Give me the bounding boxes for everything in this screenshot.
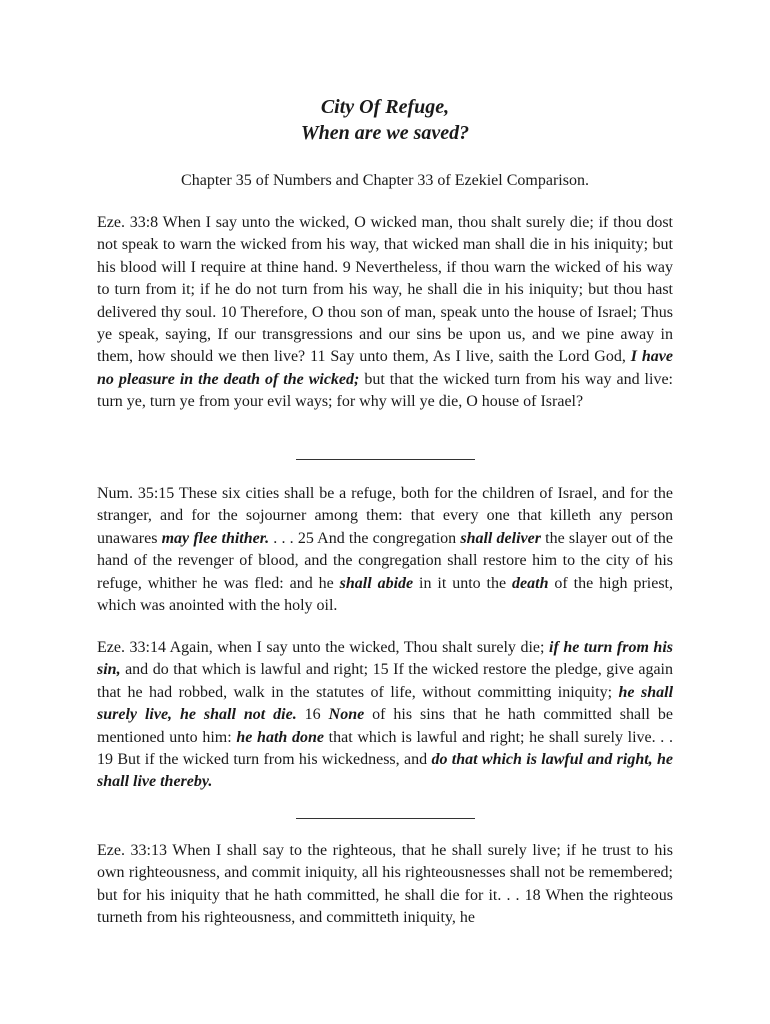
paragraph-text: of the high priest, which was anointed with the holy oil. bbox=[97, 574, 674, 615]
title-line-2: When are we saved? bbox=[300, 122, 470, 144]
emphasized-text: if he turn from his sin, bbox=[97, 639, 674, 679]
paragraph-text: Eze. 33:14 Again, when I say unto the wicked, Thou shalt surely die; bbox=[97, 639, 550, 656]
paragraph-text: in it unto the bbox=[413, 574, 513, 592]
paragraph-text: and do that which is lawful and right; 15 If the wicked restore the pledge, give again that he had robbed, walk in the statutes of life, without committing iniquity; bbox=[97, 661, 673, 701]
paragraph-text: the slayer out of the hand of the revenger of blood, and the congregation shall restore him to the city of his refuge, whither he was fled: and he bbox=[97, 529, 673, 592]
subtitle: Chapter 35 of Numbers and Chapter 33 of Ezekiel Comparison. bbox=[181, 172, 589, 189]
emphasized-text: shall abide bbox=[339, 574, 414, 592]
separator-line bbox=[296, 459, 475, 460]
emphasized-text: he hath done bbox=[236, 728, 324, 746]
paragraph-ezekiel-33-8 bbox=[97, 212, 673, 414]
separator-line bbox=[296, 818, 475, 819]
emphasized-text: death bbox=[512, 574, 549, 592]
emphasized-text: I have no pleasure in the death of the wicked; bbox=[97, 348, 674, 388]
paragraph-text: . . . 25 And the congregation bbox=[269, 529, 461, 547]
emphasized-text: shall deliver bbox=[460, 529, 541, 547]
emphasized-text: do that which is lawful and right, he shall live thereby. bbox=[97, 751, 674, 791]
emphasized-text: may flee thither. bbox=[161, 529, 270, 547]
paragraph-ezekiel-33-14 bbox=[97, 637, 673, 794]
paragraph-text: 16 bbox=[296, 706, 329, 724]
paragraph-ezekiel-33-13 bbox=[97, 840, 673, 930]
paragraph-numbers-35-15 bbox=[97, 483, 673, 617]
paragraph-text: Eze. 33:8 When I say unto the wicked, O wicked man, thou shalt surely die; if thou dost not speak to warn the wicked from his way, that wicked man shall die in his iniquity; but his blood will I require at thine hand. 9 Nevertheless, if thou warn the wicked of his way to turn from it; if he do not turn from his way, he shall die in his iniquity; but thou hast delivered thy soul. 10 Therefore, O thou son of man, speak unto the house of Israel; Thus ye speak, saying, If our transgressions and our sins be upon us, and we pine away in them, how should we then live? 11 Say unto them, As I live, saith the Lord God, bbox=[97, 214, 673, 366]
paragraph-text: but that the wicked turn from his way and live: turn ye, turn ye from your evil ways; for why will ye die, O house of Israel? bbox=[97, 370, 673, 411]
title-line-1: City Of Refuge, bbox=[320, 96, 450, 118]
emphasized-text: None bbox=[328, 706, 365, 724]
paragraph-text: that which is lawful and right; he shall surely live. . . 19 But if the wicked turn from his wickedness, and bbox=[97, 728, 673, 769]
paragraph-text: Num. 35:15 These six cities shall be a refuge, both for the children of Israel, and for the stranger, and for the sojourner among them: that every one that killeth any person unawares bbox=[97, 485, 673, 547]
emphasized-text: he shall surely live, he shall not die. bbox=[97, 683, 674, 724]
paragraph-text: Eze. 33:13 When I shall say to the righteous, that he shall surely live; if he trust to his own righteousness, and commit iniquity, all his righteousnesses shall not be remembered; but for his iniquity that he hath committed, he shall die for it. . . 18 When the righteous turneth from his righteousness, and committeth iniquity, he bbox=[97, 842, 673, 927]
paragraph-text: of his sins that he hath committed shall be mentioned unto him: bbox=[97, 706, 674, 746]
